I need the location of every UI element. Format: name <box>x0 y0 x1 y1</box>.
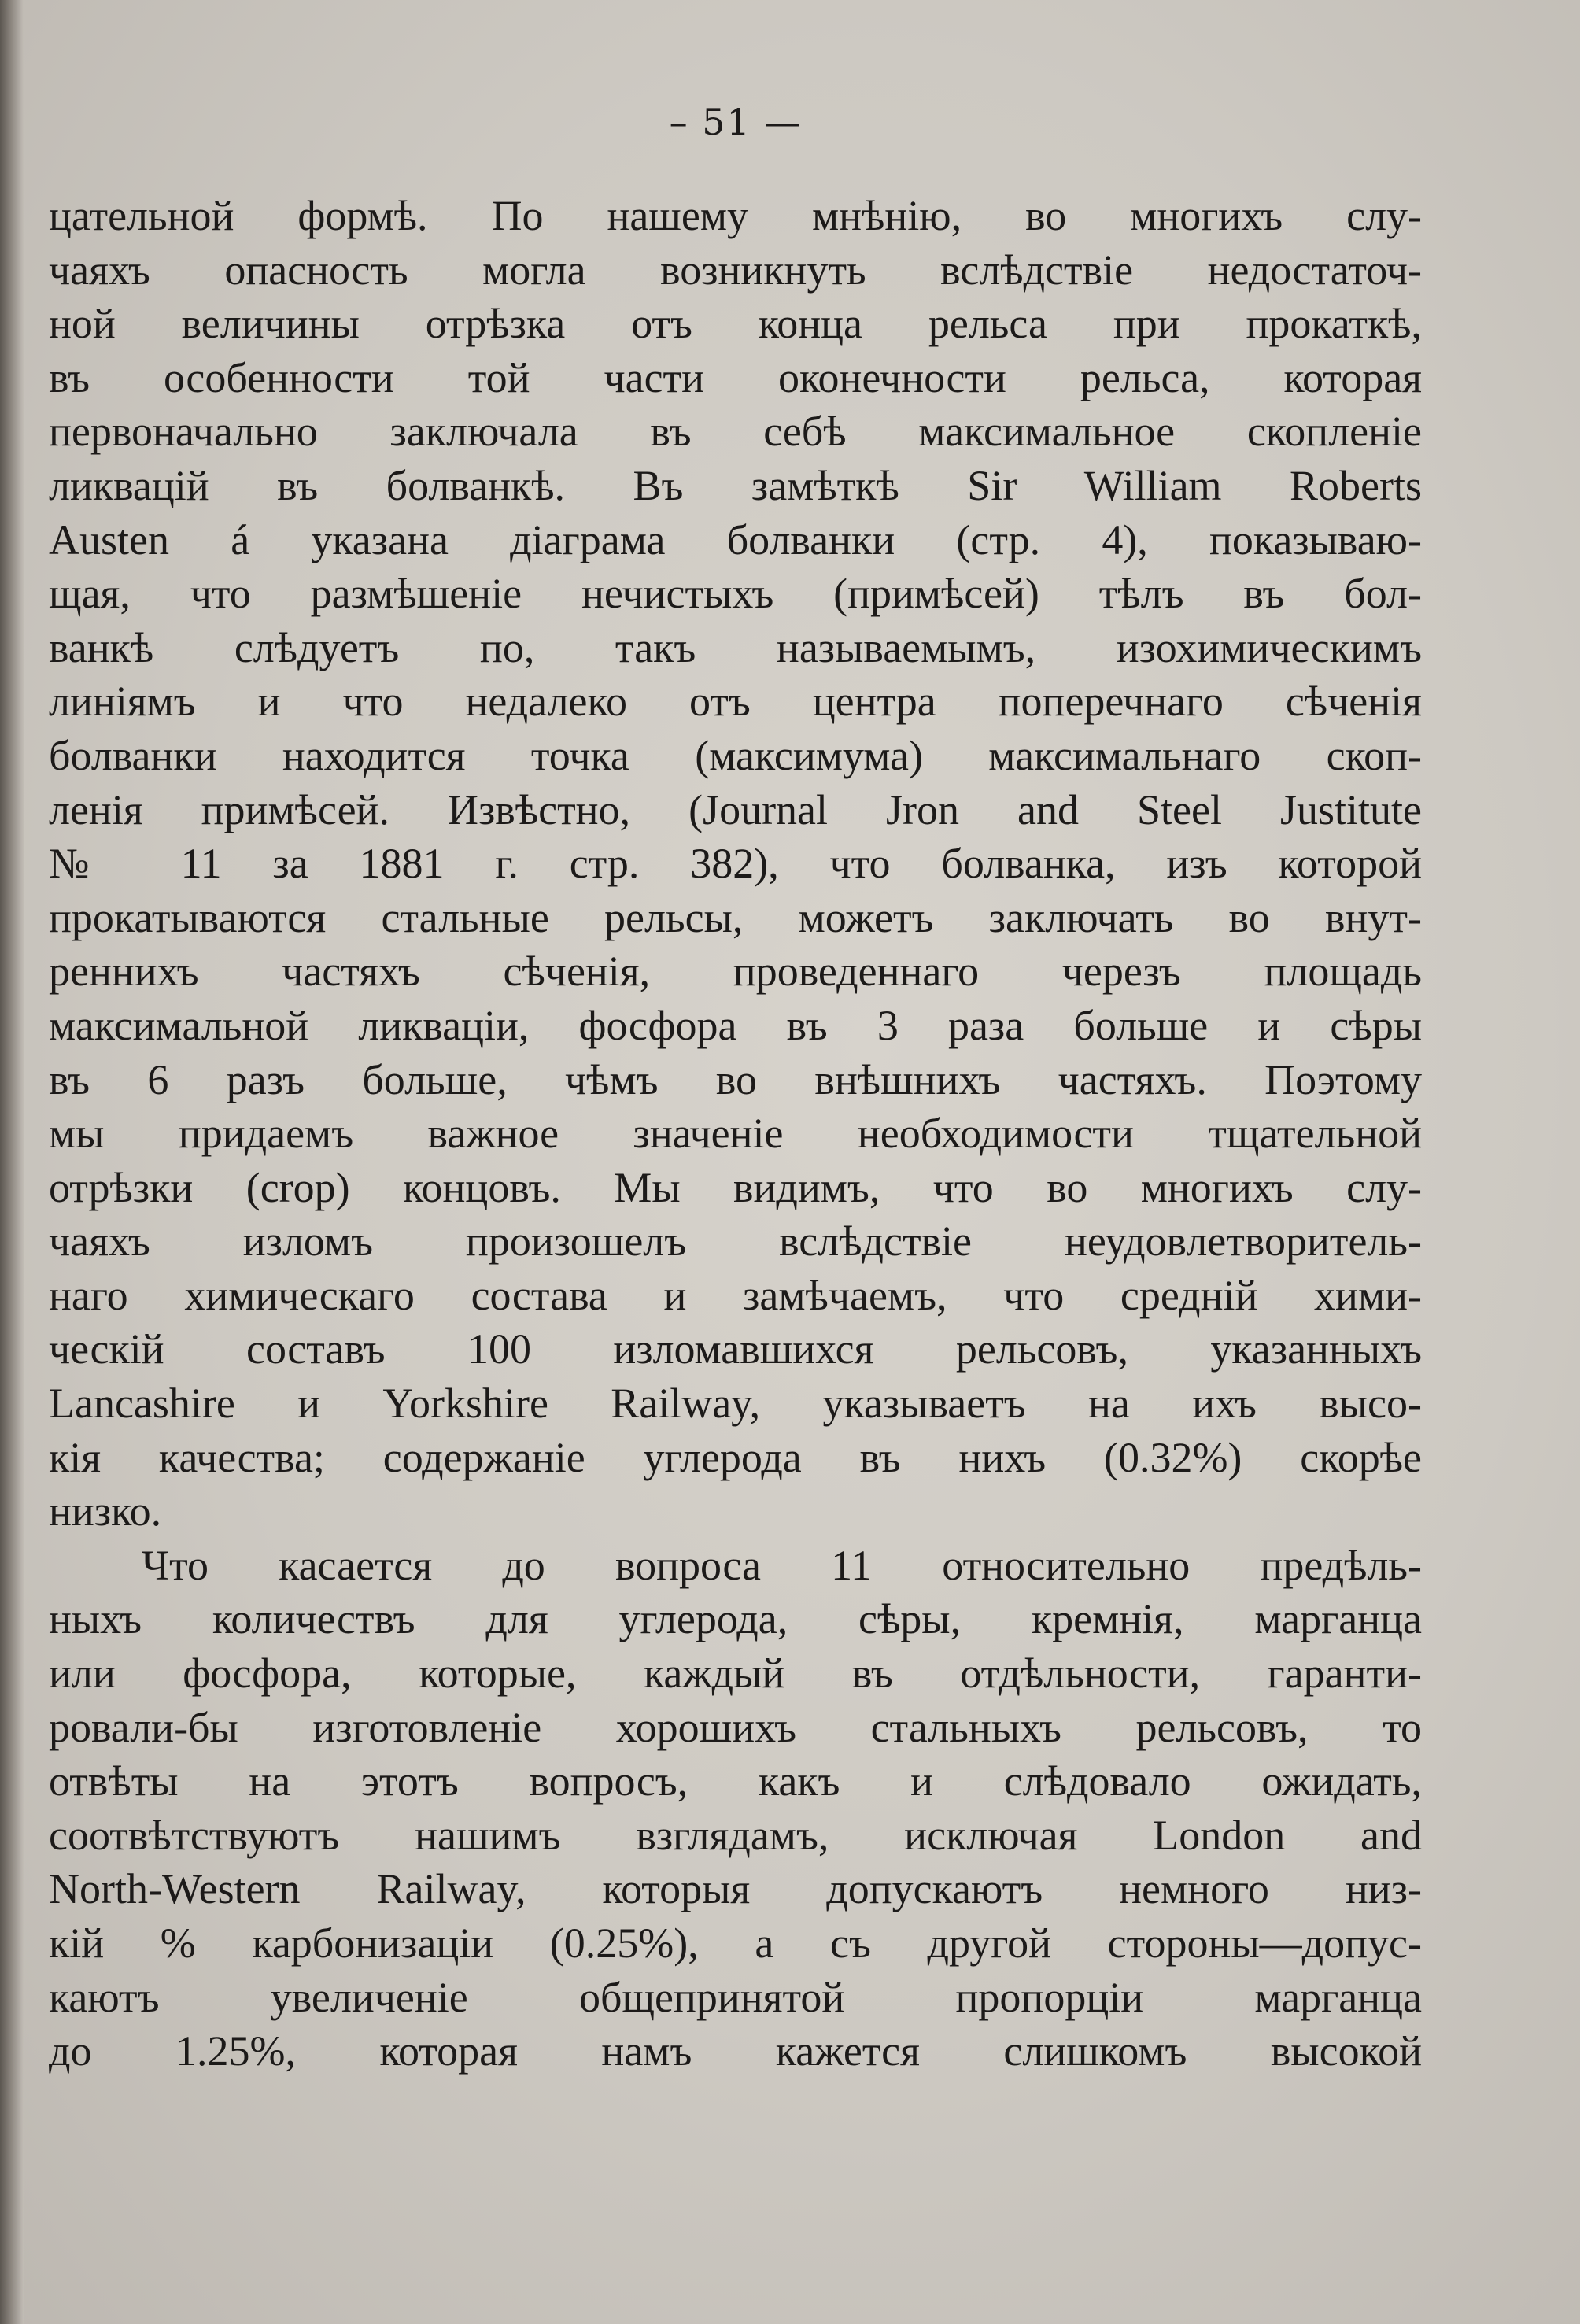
page-body-text <box>49 189 1422 2078</box>
text-line: наго химическаго состава и замѣчаемъ, что средній хими- <box>49 1271 1422 1319</box>
text-line: отрѣзки (crop) концовъ. Мы видимъ, что во многихъ слу- <box>49 1163 1422 1211</box>
text-line: Austen á указана діаграма болванки (стр. 4), показываю- <box>49 515 1422 563</box>
text-line: ныхъ количествъ для углерода, сѣры, кремнія, марганца <box>49 1595 1422 1643</box>
text-line: ванкѣ слѣдуетъ по, такъ называемымъ, изохимическимъ <box>49 623 1422 671</box>
text-line: кій % карбонизаціи (0.25%), а съ другой стороны—допус- <box>49 1919 1422 1967</box>
text-line: Что касается до вопроса 11 относительно предѣль- <box>142 1541 1422 1589</box>
text-line: болванки находится точка (максимума) максимальнаго скоп- <box>49 731 1422 779</box>
text-line: чаяхъ опасность могла возникнуть вслѣдствіе недостаточ- <box>49 246 1422 294</box>
text-line: чаяхъ изломъ произошелъ вслѣдствіе неудовлетворитель- <box>49 1217 1422 1265</box>
text-line: цательной формѣ. По нашему мнѣнію, во многихъ слу- <box>49 192 1422 239</box>
text-line: кія качества; содержаніе углерода въ нихъ (0.32%) скорѣе <box>49 1433 1422 1481</box>
text-line: ровали-бы изготовленіе хорошихъ стальныхъ рельсовъ, то <box>49 1703 1422 1751</box>
text-line: отвѣты на этотъ вопросъ, какъ и слѣдовало ожидать, <box>49 1757 1422 1805</box>
text-line: ной величины отрѣзка отъ конца рельса при прокаткѣ, <box>49 300 1422 348</box>
page-binding-edge <box>0 0 24 2324</box>
text-line: North-Western Railway, которыя допускаютъ немного низ- <box>49 1865 1422 1913</box>
text-line: въ 6 разъ больше, чѣмъ во внѣшнихъ частяхъ. Поэтому <box>49 1055 1422 1103</box>
page-number: – 51 — <box>669 101 803 143</box>
text-line: ленія примѣсей. Извѣстно, (Journal Jron and Steel Justitute <box>49 785 1422 833</box>
text-line: максимальной ликваціи, фосфора въ 3 раза больше и сѣры <box>49 1001 1422 1049</box>
text-line: мы придаемъ важное значеніе необходимости тщательной <box>49 1110 1422 1158</box>
text-line: линіямъ и что недалеко отъ центра поперечнаго сѣченія <box>49 678 1422 726</box>
text-line: ликвацій въ болванкѣ. Въ замѣткѣ Sir William Roberts <box>49 461 1422 509</box>
text-line: первоначально заключала въ себѣ максимальное скопленіе <box>49 408 1422 456</box>
paragraph-2 <box>49 1539 1422 2078</box>
text-line: низко. <box>49 1487 162 1535</box>
text-line: до 1.25%, которая намъ кажется слишкомъ высокой <box>49 2027 1422 2075</box>
text-line: Lancashire и Yorkshire Railway, указываетъ на ихъ высо- <box>49 1380 1422 1428</box>
text-line: № 11 за 1881 г. стр. 382), что болванка, изъ которой <box>49 840 1422 888</box>
text-line: каютъ увеличеніе общепринятой пропорціи марганца <box>49 1973 1422 2021</box>
text-line: соотвѣтствуютъ нашимъ взглядамъ, исключая London and <box>49 1811 1422 1859</box>
text-line: прокатываются стальные рельсы, можетъ заключать во внут- <box>49 893 1422 941</box>
text-line: щая, что размѣшеніе нечистыхъ (примѣсей) тѣлъ въ бол- <box>49 570 1422 618</box>
text-line: ческій составъ 100 изломавшихся рельсовъ, указанныхъ <box>49 1325 1422 1373</box>
text-line: въ особенности той части оконечности рельса, которая <box>49 353 1422 401</box>
text-line: реннихъ частяхъ сѣченія, проведеннаго черезъ площадь <box>49 948 1422 996</box>
text-line: или фосфора, которые, каждый въ отдѣльности, гаранти- <box>49 1650 1422 1698</box>
paragraph-1 <box>49 189 1422 1539</box>
